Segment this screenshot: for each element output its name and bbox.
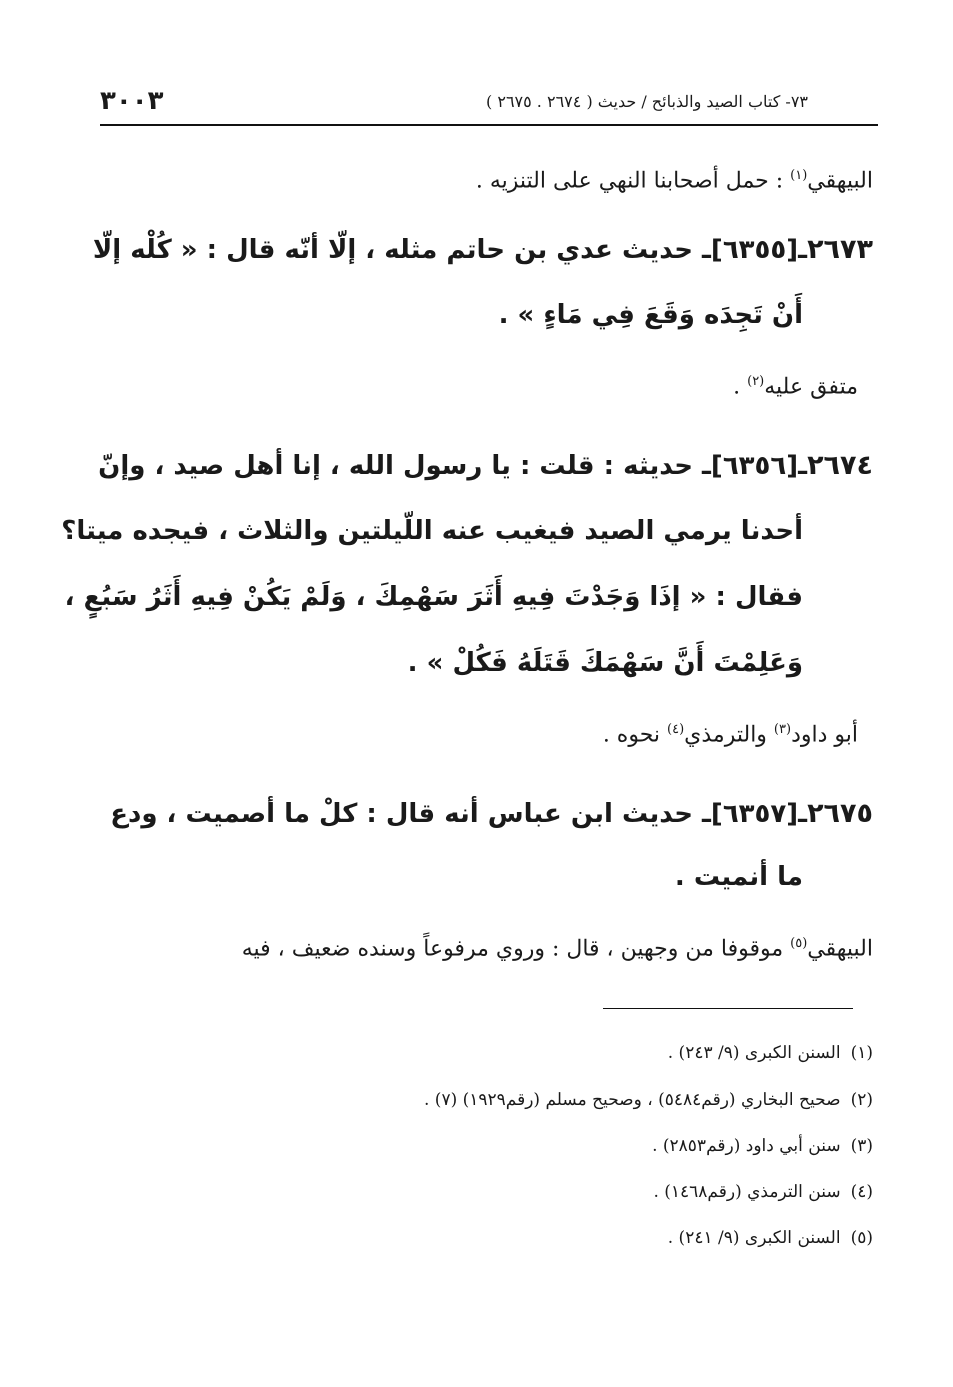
source-text: متفق عليه	[764, 374, 858, 400]
source-tirmidhi: والترمذي	[684, 722, 774, 748]
running-head: ٧٣- كتاب الصيد والذبائح / حديث ( ٢٦٧٤ . ٢٦٧٥ )	[486, 92, 808, 111]
footnote-ref: (٣)	[773, 722, 792, 737]
footnote-text: صحيح البخاري (رقم٥٤٨٤) ، وصحيح مسلم (رقم١٩٢٩) (٧) .	[423, 1090, 841, 1110]
source-rest: نحوه .	[602, 722, 668, 748]
footnote-number: (٥)	[850, 1228, 873, 1248]
hadith-text: ـ[٦٣٥٧]ـ حديث ابن عباس أنه قال : كلْ ما أصميت ، ودع	[110, 799, 808, 829]
hadith-2673-line1	[93, 234, 873, 265]
footnote-text: السنن الكبرى (٩/ ٢٤٣) .	[667, 1043, 841, 1063]
hadith-number: ٢٦٧٤	[807, 450, 873, 481]
hadith-2674-line2: أحدنا يرمي الصيد فيغيب عنه اللّيلتين والثلاث ، فيجده ميتا؟	[61, 516, 803, 546]
source-name: البيهقي	[807, 168, 873, 194]
footnote-2	[424, 1090, 873, 1110]
footnote-text: سنن أبي داود (رقم٢٨٥٣) .	[652, 1136, 841, 1156]
footnote-text: سنن الترمذي (رقم١٤٦٨) .	[653, 1182, 841, 1202]
hadith-2674-line4: وَعَلِمْتَ أَنَّ سَهْمَكَ قَتَلَهُ فَكُلْ » .	[407, 648, 803, 678]
footnote-number: (١)	[850, 1043, 873, 1063]
footnote-ref: (٥)	[790, 936, 808, 951]
continuation-line	[476, 168, 873, 193]
hadith-text: ـ[٦٣٥٥]ـ حديث عدي بن حاتم مثله ، إلّا أنّه قال : « كُلْه إلّا	[92, 235, 808, 265]
footnote-divider	[603, 1008, 853, 1009]
footnote-ref: (٤)	[667, 722, 685, 737]
hadith-2675-line1	[110, 798, 873, 829]
footnote-ref: (٢)	[747, 374, 765, 389]
footnote-5	[668, 1228, 873, 1248]
footnote-number: (٣)	[850, 1136, 873, 1156]
hadith-2673-line2: أَنْ تَجِدَه وَقَعَ فِي مَاءٍ » .	[498, 300, 803, 330]
hadith-2674-source	[603, 722, 858, 747]
footnote-number: (٢)	[850, 1090, 873, 1110]
footnote-4	[653, 1182, 873, 1202]
page-header	[100, 84, 878, 126]
hadith-2674-line3: فقال : « إذَا وَجَدْتَ فِيهِ أَثَرَ سَهْمِكَ ، وَلَمْ يَكُنْ فِيهِ أَثَرُ سَبُعٍ ،	[64, 582, 803, 612]
hadith-text: ـ[٦٣٥٦]ـ حديثه : قلت : يا رسول الله ، إنا أهل صيد ، وإنّ	[98, 451, 808, 481]
source-abudawud: أبو داود	[791, 722, 858, 748]
hadith-2673-source	[733, 374, 858, 399]
hadith-number: ٢٦٧٥	[807, 798, 873, 829]
page-number: ٣٠٠٣	[100, 86, 164, 116]
footnote-text: السنن الكبرى (٩/ ٢٤١) .	[667, 1228, 841, 1248]
source-rest: موقوفا من وجهين ، قال : وروي مرفوعاً وسنده ضعيف ، فيه	[241, 936, 791, 962]
footnote-ref: (١)	[790, 168, 808, 183]
source-text: البيهقي	[807, 936, 873, 962]
hadith-2675-line2: ما أنميت .	[674, 862, 803, 892]
source-rest: .	[733, 374, 748, 400]
hadith-number: ٢٦٧٣	[807, 234, 873, 265]
hadith-2675-source	[242, 936, 873, 961]
footnote-number: (٤)	[850, 1182, 873, 1202]
hadith-2674-line1	[98, 450, 873, 481]
footnote-3	[652, 1136, 873, 1156]
continuation-text: : حمل أصحابنا النهي على التنزيه .	[475, 168, 791, 194]
footnote-1	[668, 1043, 873, 1063]
